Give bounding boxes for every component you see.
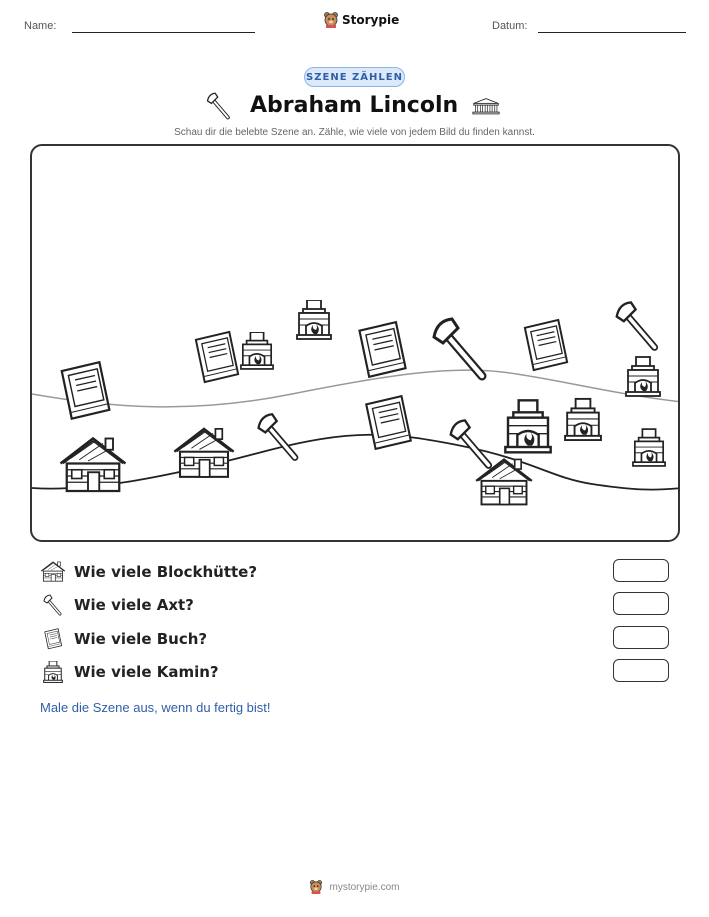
name-line[interactable] (72, 32, 255, 33)
axe-icon (40, 594, 66, 616)
fireplace-item[interactable] (633, 429, 665, 466)
cabin-item[interactable] (476, 459, 532, 504)
instructions-text: Schau dir die belebte Szene an. Zähle, wie viele von jedem Bild du finden kannst. (174, 127, 535, 138)
activity-badge: SZENE ZÄHLEN (304, 67, 405, 87)
question-row-cabin (40, 561, 257, 583)
counting-scene (30, 144, 680, 542)
question-row-fireplace (40, 661, 219, 683)
answer-box-fireplace[interactable] (613, 659, 669, 682)
fireplace-item[interactable] (297, 300, 331, 339)
fireplace-item[interactable] (626, 357, 660, 396)
answer-box-book[interactable] (613, 626, 669, 649)
book-item[interactable] (360, 322, 406, 377)
hill-line-front (32, 435, 680, 490)
question-row-axe (40, 594, 194, 616)
axe-icon (205, 92, 233, 120)
book-item[interactable] (196, 332, 238, 382)
building-icon (472, 95, 500, 117)
bear-icon (309, 880, 323, 894)
fireplace-icon (40, 661, 66, 683)
fireplace-item[interactable] (505, 400, 550, 452)
book-item[interactable] (525, 320, 567, 370)
cabin-item[interactable] (61, 439, 126, 492)
fireplace-item[interactable] (565, 399, 601, 440)
answer-box-axe[interactable] (613, 592, 669, 615)
coloring-hint: Male die Szene aus, wenn du fertig bist! (40, 700, 271, 715)
footer (0, 880, 709, 894)
date-label: Datum: (492, 20, 528, 32)
date-line[interactable] (538, 32, 686, 33)
cabin-item[interactable] (174, 429, 233, 477)
question-text: Wie viele Buch? (74, 630, 208, 648)
fireplace-item[interactable] (241, 332, 273, 369)
book-icon (40, 628, 66, 650)
name-label: Name: (24, 20, 57, 32)
book-item[interactable] (62, 362, 110, 418)
question-text: Wie viele Axt? (74, 596, 194, 614)
brand-logo (323, 12, 399, 28)
question-text: Wie viele Blockhütte? (74, 563, 258, 581)
question-row-book (40, 628, 207, 650)
footer-url[interactable]: mystorypie.com (329, 881, 400, 893)
answer-box-cabin[interactable] (613, 559, 669, 582)
bear-icon (323, 12, 339, 28)
question-text: Wie viele Kamin? (74, 663, 219, 681)
axe-item[interactable] (617, 302, 655, 347)
book-item[interactable] (366, 396, 411, 449)
axe-item[interactable] (451, 420, 489, 465)
brand-name: Storypie (342, 13, 400, 27)
page-title: Abraham Lincoln (250, 93, 459, 118)
axe-item[interactable] (434, 319, 482, 376)
cabin-icon (40, 561, 66, 583)
scene-drawing (32, 146, 680, 542)
